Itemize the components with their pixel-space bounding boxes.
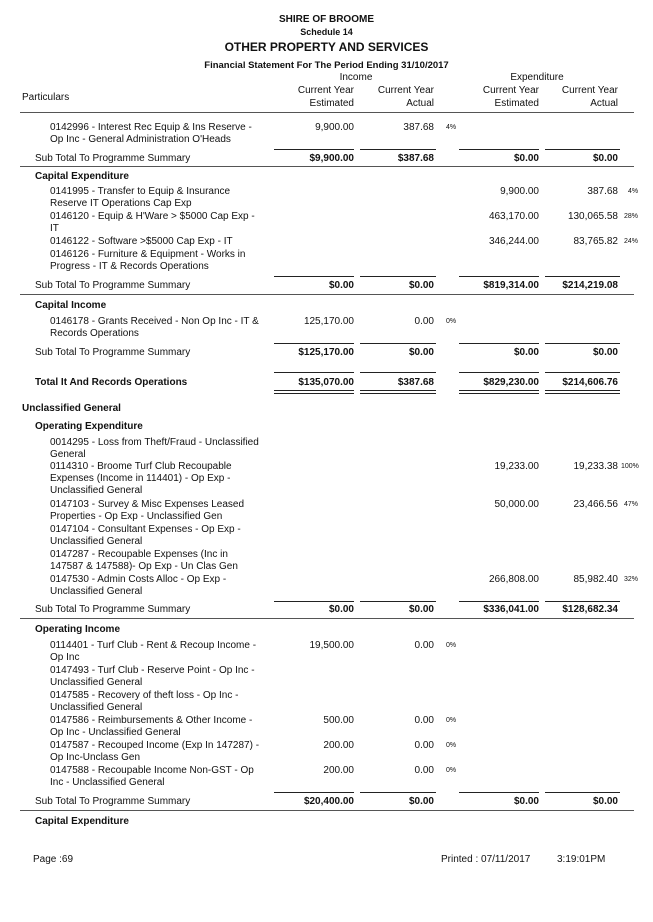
row-0147586-inc-pct: 0% <box>446 717 457 724</box>
row-0114310-exp-est: 19,233.00 <box>494 461 539 472</box>
row-0147103-desc: 0147103 - Survey & Misc Expenses Leased Properties - Op Exp - Unclassified Gen <box>50 499 244 522</box>
total-rule-a <box>274 372 354 373</box>
row-0146122-desc: 0146122 - Software >$5000 Cap Exp - IT <box>50 236 233 247</box>
sub2-exp-act: $214,219.08 <box>562 280 618 291</box>
row-0146120-desc: 0146120 - Equip & H'Ware > $5000 Cap Exp - IT <box>50 211 255 234</box>
row-0114401-inc-act: 0.00 <box>414 640 434 651</box>
total-it-exp-act: $214,606.76 <box>562 377 618 388</box>
income-header: Income <box>339 72 373 83</box>
sub3-rule-b <box>360 343 436 344</box>
total-it-inc-act: $387.68 <box>397 377 434 388</box>
sub4-rule-b <box>360 601 436 602</box>
row-0142996-inc-act: 387.68 <box>403 122 434 133</box>
header-rule <box>20 112 634 113</box>
row-0146120-exp-act: 130,065.58 <box>567 211 618 222</box>
sub2-exp-est: $819,314.00 <box>483 280 539 291</box>
sub1-inc-act: $387.68 <box>397 153 434 164</box>
section-operating-income: Operating Income <box>35 624 121 635</box>
row-0147287-desc: 0147287 - Recoupable Expenses (Inc in 147587 & 147588)- Op Exp - Un Clas Gen <box>50 549 238 572</box>
row-0146178-inc-act: 0.00 <box>414 316 434 327</box>
row-0141995-exp-pct: 4% <box>628 188 639 195</box>
inc-act-header-2: Actual <box>406 98 434 109</box>
row-0142996-inc-est: 9,900.00 <box>315 122 354 133</box>
sub2-rule-c <box>459 276 539 277</box>
sub1-rule-a <box>274 149 354 150</box>
sub1-exp-act: $0.00 <box>592 153 618 164</box>
row-0147493-desc: 0147493 - Turf Club - Reserve Point - Op Inc - Unclassified General <box>50 665 255 688</box>
sub4-rule-a <box>274 601 354 602</box>
row-0147586-desc: 0147586 - Reimbursements & Other Income - Op Inc - Unclassified General <box>50 715 253 738</box>
row-0147588-inc-est: 200.00 <box>323 765 354 776</box>
org-name: SHIRE OF BROOME <box>278 14 374 25</box>
inc-act-header-1: Current Year <box>377 85 434 96</box>
row-0147587-inc-est: 200.00 <box>323 740 354 751</box>
row-0147587-inc-act: 0.00 <box>414 740 434 751</box>
report-subtitle: Financial Statement For The Period Ending 31/10/2017 <box>204 60 449 71</box>
sub4-rule-c <box>459 601 539 602</box>
expenditure-header: Expenditure <box>510 72 564 83</box>
sub1-label: Sub Total To Programme Summary <box>35 153 191 164</box>
row-0141995-desc: 0141995 - Transfer to Equip & Insurance Reserve IT Operations Cap Exp <box>50 186 231 209</box>
row-0114310-desc: 0114310 - Broome Turf Club Recoupable Expenses (Income in 114401) - Op Exp - Unclassified General <box>50 461 232 496</box>
total-dbl-d <box>545 390 620 394</box>
sub5-rule-c <box>459 792 539 793</box>
total-dbl-b <box>360 390 436 394</box>
row-0146120-exp-est: 463,170.00 <box>488 211 539 222</box>
sub5-exp-act: $0.00 <box>592 796 618 807</box>
sub1-rule-d <box>545 149 620 150</box>
row-0147530-desc: 0147530 - Admin Costs Alloc - Op Exp - Unclassified General <box>50 574 227 597</box>
row-0147530-exp-act: 85,982.40 <box>573 574 618 585</box>
row-0147530-exp-pct: 32% <box>624 576 639 583</box>
section-capital-expenditure-2: Capital Expenditure <box>35 816 129 827</box>
report-title: OTHER PROPERTY AND SERVICES <box>224 40 429 54</box>
sub2-rule-d <box>545 276 620 277</box>
exp-act-header-1: Current Year <box>561 85 618 96</box>
inc-est-header-2: Estimated <box>309 98 354 109</box>
total-rule-d <box>545 372 620 373</box>
sub3-exp-act: $0.00 <box>592 347 618 358</box>
row-0114401-inc-est: 19,500.00 <box>309 640 354 651</box>
sub2-divider <box>20 294 634 295</box>
total-dbl-a <box>274 390 354 394</box>
row-0147103-exp-est: 50,000.00 <box>494 499 539 510</box>
row-0142996-desc: 0142996 - Interest Rec Equip & Ins Reserve - Op Inc - General Administration O'Heads <box>50 122 252 145</box>
sub1-divider <box>20 166 634 167</box>
sub5-label: Sub Total To Programme Summary <box>35 796 191 807</box>
row-0147586-inc-act: 0.00 <box>414 715 434 726</box>
row-0146120-exp-pct: 28% <box>624 213 639 220</box>
sub2-inc-est: $0.00 <box>328 280 354 291</box>
page-number: Page :69 <box>33 854 74 865</box>
section-capital-expenditure: Capital Expenditure <box>35 171 129 182</box>
row-0141995-exp-est: 9,900.00 <box>500 186 539 197</box>
sub4-inc-act: $0.00 <box>408 604 434 615</box>
printed-date: Printed : 07/11/2017 <box>441 854 531 865</box>
row-0147587-inc-pct: 0% <box>446 742 457 749</box>
row-0147103-exp-act: 23,466.56 <box>573 499 618 510</box>
row-0147588-desc: 0147588 - Recoupable Income Non-GST - Op Inc - Unclassified General <box>50 765 254 788</box>
row-0146178-desc: 0146178 - Grants Received - Non Op Inc - IT & Records Operations <box>50 316 259 339</box>
sub3-inc-est: $125,170.00 <box>298 347 354 358</box>
row-0147104-desc: 0147104 - Consultant Expenses - Op Exp - Unclassified General <box>50 524 241 547</box>
row-0147585-desc: 0147585 - Recovery of theft loss - Op Inc - Unclassified General <box>50 690 239 713</box>
total-rule-b <box>360 372 436 373</box>
row-0147588-inc-act: 0.00 <box>414 765 434 776</box>
sub2-inc-act: $0.00 <box>408 280 434 291</box>
row-0114310-exp-pct: 100% <box>621 463 639 470</box>
row-0146178-inc-pct: 0% <box>446 318 457 325</box>
row-0147586-inc-est: 500.00 <box>323 715 354 726</box>
row-0142996-inc-pct: 4% <box>446 124 457 131</box>
sub5-exp-est: $0.00 <box>513 796 539 807</box>
sub5-divider <box>20 810 634 811</box>
schedule-number: Schedule 14 <box>300 27 353 37</box>
sub3-exp-est: $0.00 <box>513 347 539 358</box>
section-unclassified-general: Unclassified General <box>22 403 121 414</box>
exp-est-header-2: Estimated <box>494 98 539 109</box>
total-rule-c <box>459 372 539 373</box>
total-it-inc-est: $135,070.00 <box>298 377 354 388</box>
sub1-exp-est: $0.00 <box>513 153 539 164</box>
row-0147587-desc: 0147587 - Recouped Income (Exp In 147287) -Op Inc-Unclass Gen <box>50 740 260 763</box>
row-0014295-desc: 0014295 - Loss from Theft/Fraud - Unclassified General <box>50 437 259 460</box>
exp-est-header-1: Current Year <box>482 85 539 96</box>
row-0114310-exp-act: 19,233.38 <box>573 461 618 472</box>
exp-act-header-2: Actual <box>590 98 618 109</box>
sub5-rule-a <box>274 792 354 793</box>
sub5-inc-est: $20,400.00 <box>303 796 354 807</box>
row-0146126-desc: 0146126 - Furniture & Equipment - Works in Progress - IT & Records Operations <box>50 249 246 272</box>
sub3-inc-act: $0.00 <box>408 347 434 358</box>
sub4-label: Sub Total To Programme Summary <box>35 604 191 615</box>
sub5-inc-act: $0.00 <box>408 796 434 807</box>
row-0114401-inc-pct: 0% <box>446 642 457 649</box>
sub2-rule-a <box>274 276 354 277</box>
sub3-rule-a <box>274 343 354 344</box>
row-0146178-inc-est: 125,170.00 <box>303 316 354 327</box>
row-0141995-exp-act: 387.68 <box>587 186 618 197</box>
row-0146122-exp-pct: 24% <box>624 238 639 245</box>
sub4-exp-est: $336,041.00 <box>483 604 539 615</box>
sub4-rule-d <box>545 601 620 602</box>
row-0147588-inc-pct: 0% <box>446 767 457 774</box>
sub4-exp-act: $128,682.34 <box>562 604 618 615</box>
sub3-label: Sub Total To Programme Summary <box>35 347 191 358</box>
sub1-rule-b <box>360 149 436 150</box>
sub5-rule-b <box>360 792 436 793</box>
sub3-rule-c <box>459 343 539 344</box>
sub3-rule-d <box>545 343 620 344</box>
row-0146122-exp-est: 346,244.00 <box>488 236 539 247</box>
inc-est-header-1: Current Year <box>297 85 354 96</box>
row-0147103-exp-pct: 47% <box>624 501 639 508</box>
printed-time: 3:19:01PM <box>557 854 606 865</box>
sub1-inc-est: $9,900.00 <box>309 153 354 164</box>
sub4-divider <box>20 618 634 619</box>
sub4-inc-est: $0.00 <box>328 604 354 615</box>
sub5-rule-d <box>545 792 620 793</box>
total-dbl-c <box>459 390 539 394</box>
particulars-header: Particulars <box>22 92 70 103</box>
row-0146122-exp-act: 83,765.82 <box>573 236 618 247</box>
sub2-rule-b <box>360 276 436 277</box>
section-capital-income: Capital Income <box>35 300 107 311</box>
row-0114401-desc: 0114401 - Turf Club - Rent & Recoup Income - Op Inc <box>50 640 257 663</box>
total-it-label: Total It And Records Operations <box>35 377 188 388</box>
row-0147530-exp-est: 266,808.00 <box>488 574 539 585</box>
sub2-label: Sub Total To Programme Summary <box>35 280 191 291</box>
section-operating-expenditure: Operating Expenditure <box>35 421 143 432</box>
sub1-rule-c <box>459 149 539 150</box>
total-it-exp-est: $829,230.00 <box>483 377 539 388</box>
